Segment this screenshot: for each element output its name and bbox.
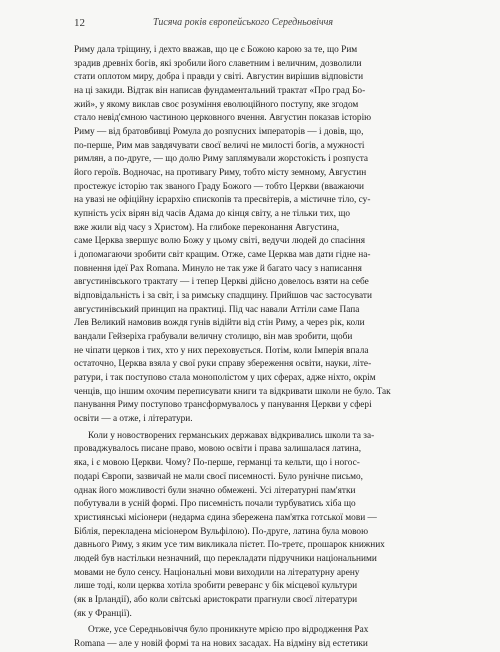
text-line: Отже, усе Середньовіччя було проникнуте мрією про відродження Pax — [88, 625, 369, 636]
text-line: лише тоді, коли церква хотіла зробити реверанс у бік місцевої культури — [74, 581, 358, 592]
text-line: подарі Європи, зазвичай не мали своєї писемності. Було рунічне письмо, — [74, 471, 363, 482]
page-number: 12 — [74, 17, 85, 29]
paragraph — [74, 44, 426, 427]
text-line: ченців, що іншим охочим переписувати книги та відкривати школи не було. Так — [74, 386, 391, 397]
text-line: Коли у новостворених германських державах відкривались школи та за- — [88, 430, 375, 441]
text-line: проваджувалось писане право, мовою освіти і права залишалася латина, — [74, 444, 362, 455]
text-line: не чіпати церков і тих, хто у них переховується. Потім, коли Імперія впала — [74, 345, 369, 356]
text-line: остаточно, Церква взяла у свої руки справу збереження освіти, науки, літе- — [74, 359, 372, 370]
text-line: Біблія, перекладена місіонером Вульфілою). По-друге, латина була мовою — [74, 526, 369, 537]
text-line: на увазі не офіційну ієрархію єпископів та пресвітерів, а містичне тіло, су- — [74, 195, 371, 206]
text-line: людей був настільки незначний, що перекладати підручники національними — [74, 553, 377, 564]
text-line: вже жили від часу з Христом). На глибоке переконання Августина, — [74, 222, 340, 233]
text-line: Лев Великий намовив вождя гунів відійти від стін Риму, а через рік, коли — [74, 318, 365, 329]
text-line: стати оплотом миру, добра і правди у світі. Августин вирішив відповісти — [74, 72, 364, 83]
text-line: мовами не було сенсу. Національні мови виходили на літературну арену — [74, 567, 360, 578]
text-line: римлян, а по-друге, — що долю Риму заплямували жорстокість і розпуста — [74, 154, 369, 165]
text-line: жий», у якому виклав своє розуміння еволюційного поступу, яке згодом — [74, 99, 359, 110]
text-line: вандали Гейзеріха грабували величну столицю, він мав зробити, щоби — [74, 332, 353, 343]
text-line: однак його можливості були значно обмежені. Усі літературні пам'ятки — [74, 485, 356, 496]
text-line: стало невід'ємною частиною церковного вчення. Августин показав історію — [74, 113, 372, 124]
text-line: давнього Риму, з яким усе тим викликала пієтет. По-третє, прошарок книжних — [74, 540, 385, 551]
text-line: саме Церква звершує волю Божу у цьому світі, ведучи людей до спасіння — [74, 236, 365, 247]
text-line: августинівський принцип на практиці. Під час навали Аттіли саме Папа — [74, 304, 360, 315]
text-line: Romana — але у новій формі та на нових засадах. На відміну від естетики — [74, 638, 368, 649]
text-line: Риму — від братовбивці Ромула до розпусних імператорів — і довів, що, — [74, 127, 364, 138]
text-line: освіти — а отже, і літератури. — [74, 414, 193, 425]
text-line: (як в Ірландії), або коли світські аристократи прагнули своєї літератури — [74, 594, 358, 605]
text-line: по-перше, Рим мав завдячувати своєї величі не милості богів, а мужності — [74, 140, 365, 151]
paragraph — [74, 430, 426, 621]
text-line: (як у Франції). — [74, 608, 132, 619]
text-line: і допомагаючи зробити світ кращим. Отже, саме Церква мав дати гідне на- — [74, 250, 371, 261]
paragraph — [74, 624, 426, 651]
text-line: його героїв. Водночас, на противагу Риму, тобто місту земному, Августин — [74, 168, 367, 179]
text-line: зрадив древніх богів, які зробили його славетним і величним, дозволили — [74, 58, 362, 69]
page-header — [0, 0, 500, 44]
running-title: Тисяча років європейського Середньовіччя — [153, 17, 334, 28]
text-line: повнення ідеї Pax Romana. Минуло не так уже й багато часу з написання — [74, 263, 362, 274]
text-line: простежує історію так званого Граду Божого — тобто Церкви (вважаючи — [74, 181, 365, 192]
text-line: християнські місіонери (недарма єдина збережена пам'ятка готської мови — — [74, 512, 377, 523]
text-line: на ці закиди. Відтак він написав фундаментальний трактат «Про град Бо- — [74, 86, 366, 97]
text-line: панування Риму поступово трансформувалось у панування Церкви у сфері — [74, 400, 372, 411]
text-line: яка, і є мовою Церкви. Чому? По-перше, германці та кельти, що і ногос- — [74, 458, 360, 469]
text-line: ратури, і так поступово стала монополістом у цих сферах, адже ніхто, окрім — [74, 373, 376, 384]
text-line: августинівського трактату — і тепер Церкві дійсно довелось взяти на себе — [74, 277, 369, 288]
text-line: купність усіх вірян від часів Адама до кінця світу, а не тільки тих, що — [74, 209, 351, 220]
text-line: відповідальність і за світ, і за римську спадщину. Прийшов час застосувати — [74, 291, 372, 302]
body-text — [74, 44, 426, 652]
text-line: Риму дала тріщину, і дехто вважав, що це є Божою карою за те, що Рим — [74, 45, 358, 55]
text-line: побутували в усній формі. Про писемність почали турбуватись хіба що — [74, 499, 356, 510]
